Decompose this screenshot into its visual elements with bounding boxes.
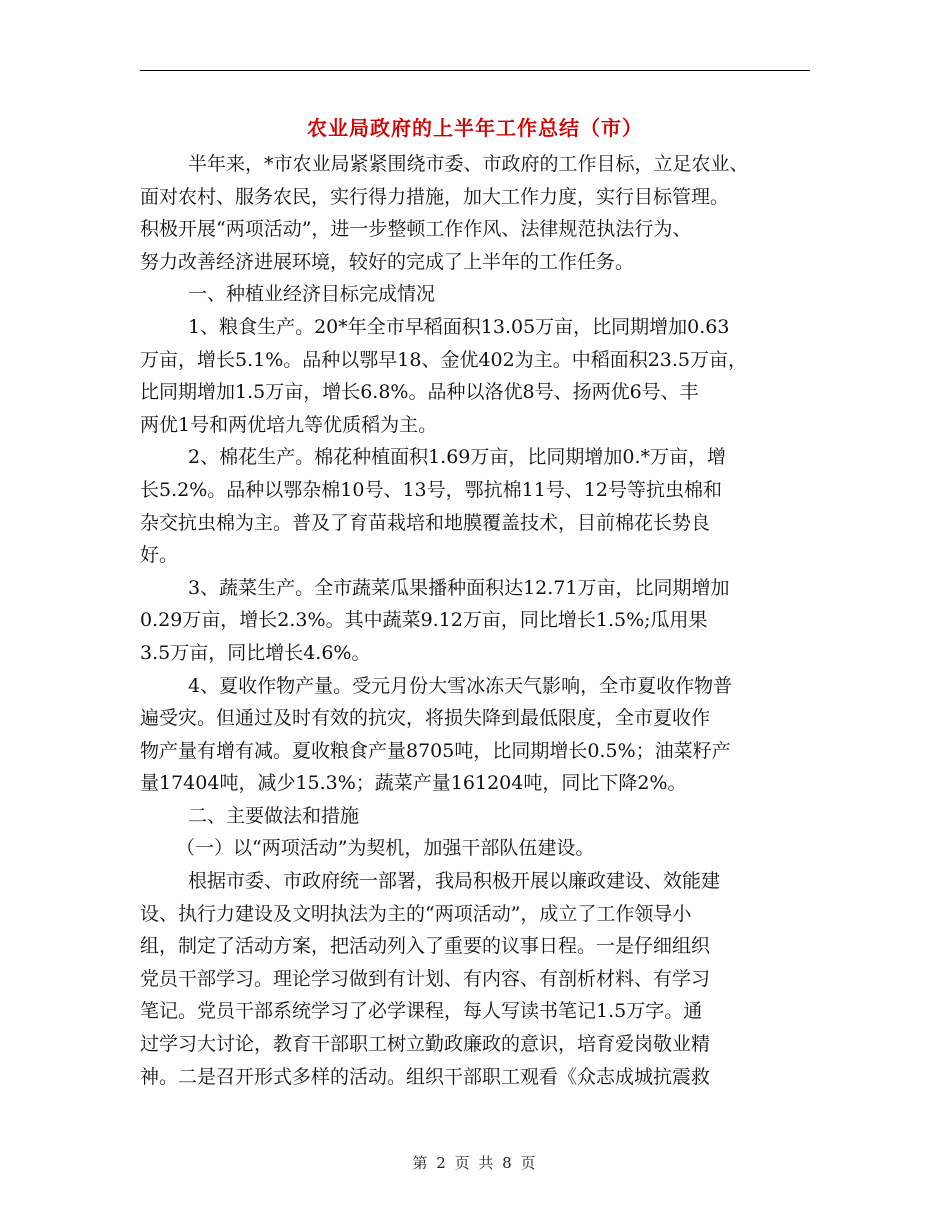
paragraph-line: 设、执行力建设及文明执法为主的“两项活动”，成立了工作领导小 [140,902,692,925]
paragraph-line: 长5.2%。品种以鄂杂棉10号、13号，鄂抗棉11号、12号等抗虫棉和 [140,478,722,501]
section-heading: 二、主要做法和措施 [188,804,360,827]
paragraph-line: 遍受灾。但通过及时有效的抗灾，将损失降到最低限度，全市夏收作 [140,707,711,730]
paragraph-line: 3、蔬菜生产。全市蔬菜瓜果播种面积达12.71万亩，比同期增加 [188,576,730,599]
paragraph-line: 努力改善经济进展环境，较好的完成了上半年的工作任务。 [140,250,635,273]
paragraph-line: 笔记。党员干部系统学习了必学课程，每人写读书笔记1.5万字。通 [140,1000,703,1023]
paragraph-line: 半年来，*市农业局紧紧围绕市委、市政府的工作目标，立足农业、 [188,153,749,175]
paragraph-line: 好。 [140,544,179,567]
paragraph-line: 过学习大讨论，教育干部职工树立勤政廉政的意识，培育爱岗敬业精 [140,1033,711,1056]
paragraph-line: 比同期增加1.5万亩，增长6.8%。品种以洛优8号、扬两优6号、丰 [140,381,699,404]
header-rule [140,70,810,71]
document-title: 农业局政府的上半年工作总结（市） [307,116,643,140]
subsection-heading: （一）以“两项活动”为契机，加强干部队伍建设。 [176,837,595,860]
paragraph-line: 万亩，增长5.1%。品种以鄂早18、金优402为主。中稻面积23.5万亩， [140,348,748,371]
paragraph-line: 两优1号和两优培九等优质稻为主。 [140,413,438,436]
paragraph-line: 根据市委、市政府统一部署，我局积极开展以廉政建设、效能建 [188,870,721,893]
paragraph-line: 2、棉花生产。棉花种植面积1.69万亩，比同期增加0.*万亩，增 [188,446,727,469]
document-body [140,148,810,1093]
paragraph-line: 神。二是召开形式多样的活动。组织干部职工观看《众志成城抗震救 [140,1065,711,1088]
paragraph-line: 党员干部学习。理论学习做到有计划、有内容、有剖析材料、有学习 [140,967,711,990]
paragraph-line: 杂交抗虫棉为主。普及了育苗栽培和地膜覆盖技术，目前棉花长势良 [140,511,711,534]
paragraph-line: 3.5万亩，同比增长4.6%。 [140,641,371,664]
paragraph-line: 4、夏收作物产量。受元月份大雪冰冻天气影响，全市夏收作物普 [188,674,733,697]
section-heading: 一、种植业经济目标完成情况 [188,283,436,306]
paragraph-line: 量17404吨，减少15.3%；蔬菜产量161204吨，同比下降2%。 [140,772,687,795]
paragraph-line: 0.29万亩，增长2.3%。其中蔬菜9.12万亩，同比增长1.5%;瓜用果 [140,609,708,632]
paragraph-line: 面对农村、服务农民，实行得力措施，加大工作力度，实行目标管理。 [140,185,730,208]
paragraph-line: 组，制定了活动方案，把活动列入了重要的议事日程。一是仔细组织 [140,935,711,958]
paragraph-line: 1、粮食生产。20*年全市早稻面积13.05万亩，比同期增加0.63 [188,315,730,338]
paragraph-line: 积极开展“两项活动”，进一步整顿工作作风、法律规范执法行为、 [140,218,692,241]
page-number: 第 2 页 共 8 页 [412,1154,538,1172]
paragraph-line: 物产量有增有减。夏收粮食产量8705吨，比同期增长0.5%；油菜籽产 [140,739,731,762]
